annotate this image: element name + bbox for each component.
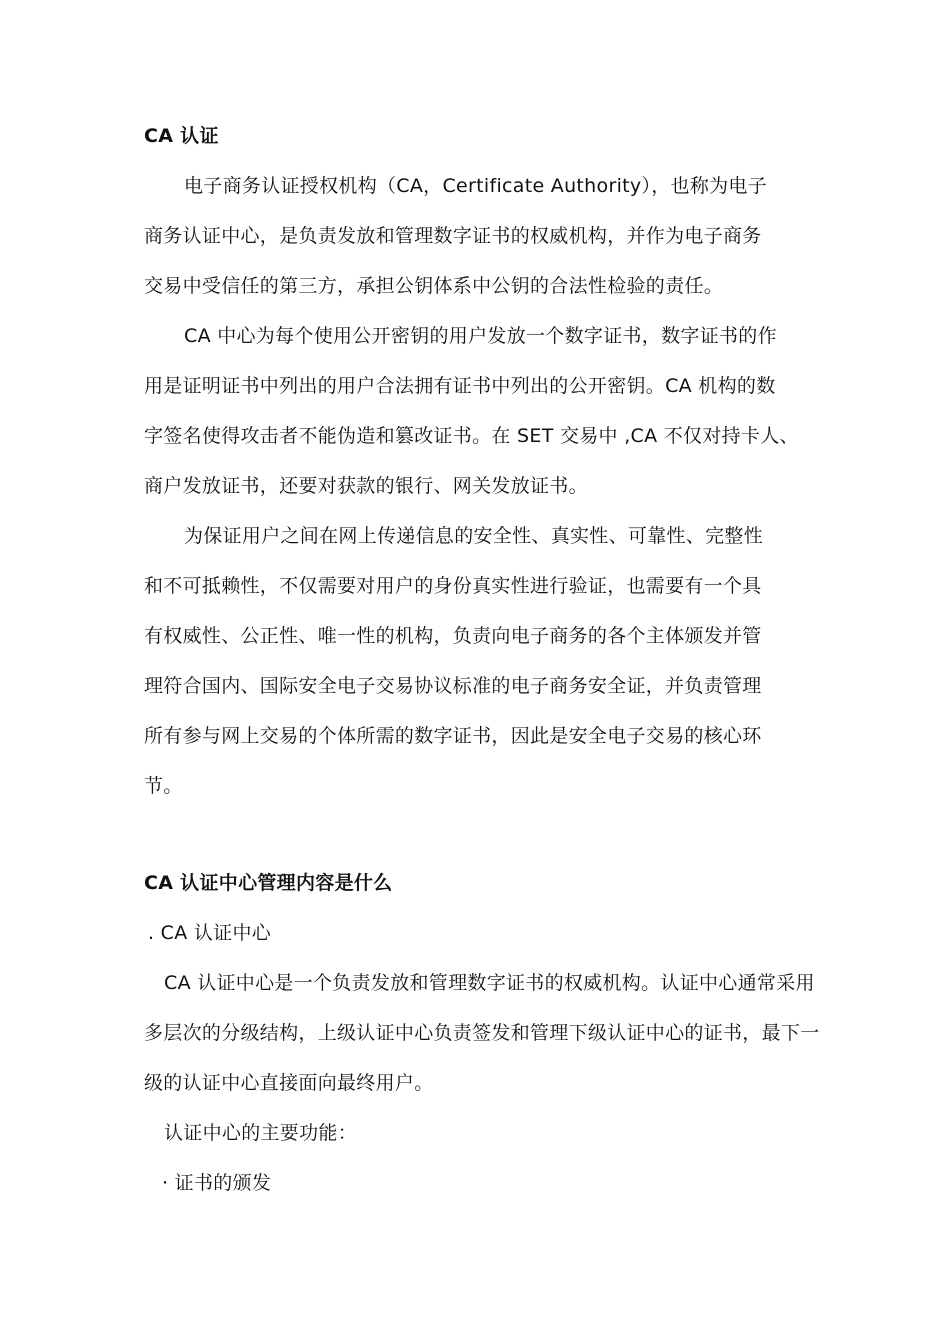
paragraph-line: 节。 [144, 775, 183, 797]
functions-intro: 认证中心的主要功能： [164, 1122, 358, 1144]
paragraph-line: CA 中心为每个使用公开密钥的用户发放一个数字证书，数字证书的作 [184, 325, 777, 347]
paragraph-line: 多层次的分级结构，上级认证中心负责签发和管理下级认证中心的证书，最下一 [144, 1022, 820, 1044]
paragraph-line: 交易中受信任的第三方，承担公钥体系中公钥的合法性检验的责任。 [144, 275, 724, 297]
subheading-ca-center: . CA 认证中心 [148, 922, 272, 944]
paragraph-line: CA 认证中心是一个负责发放和管理数字证书的权威机构。认证中心通常采用 [164, 972, 815, 994]
paragraph-line: 所有参与网上交易的个体所需的数字证书，因此是安全电子交易的核心环 [144, 725, 762, 747]
paragraph-line: 字签名使得攻击者不能伪造和篡改证书。在 SET 交易中 ,CA 不仅对持卡人、 [144, 425, 799, 447]
paragraph-line: 用是证明证书中列出的用户合法拥有证书中列出的公开密钥。CA 机构的数 [144, 375, 776, 397]
paragraph-line: 有权威性、公正性、唯一性的机构，负责向电子商务的各个主体颁发并管 [144, 625, 762, 647]
paragraph-line: 理符合国内、国际安全电子交易协议标准的电子商务安全证，并负责管理 [144, 675, 762, 697]
paragraph-line: 级的认证中心直接面向最终用户。 [144, 1072, 434, 1094]
paragraph-line: 商户发放证书，还要对获款的银行、网关发放证书。 [144, 475, 588, 497]
section-heading-ca-center-management: CA 认证中心管理内容是什么 [144, 872, 393, 894]
paragraph-line: 商务认证中心，是负责发放和管理数字证书的权威机构，并作为电子商务 [144, 225, 762, 247]
section-heading-ca-certification: CA 认证 [144, 125, 219, 147]
paragraph-line: 电子商务认证授权机构（CA，Certificate Authority），也称为电子 [184, 175, 768, 197]
paragraph-line: 和不可抵赖性，不仅需要对用户的身份真实性进行验证，也需要有一个具 [144, 575, 762, 597]
list-item-certificate-issuance: · 证书的颁发 [162, 1172, 272, 1194]
paragraph-line: 为保证用户之间在网上传递信息的安全性、真实性、可靠性、完整性 [184, 525, 764, 547]
